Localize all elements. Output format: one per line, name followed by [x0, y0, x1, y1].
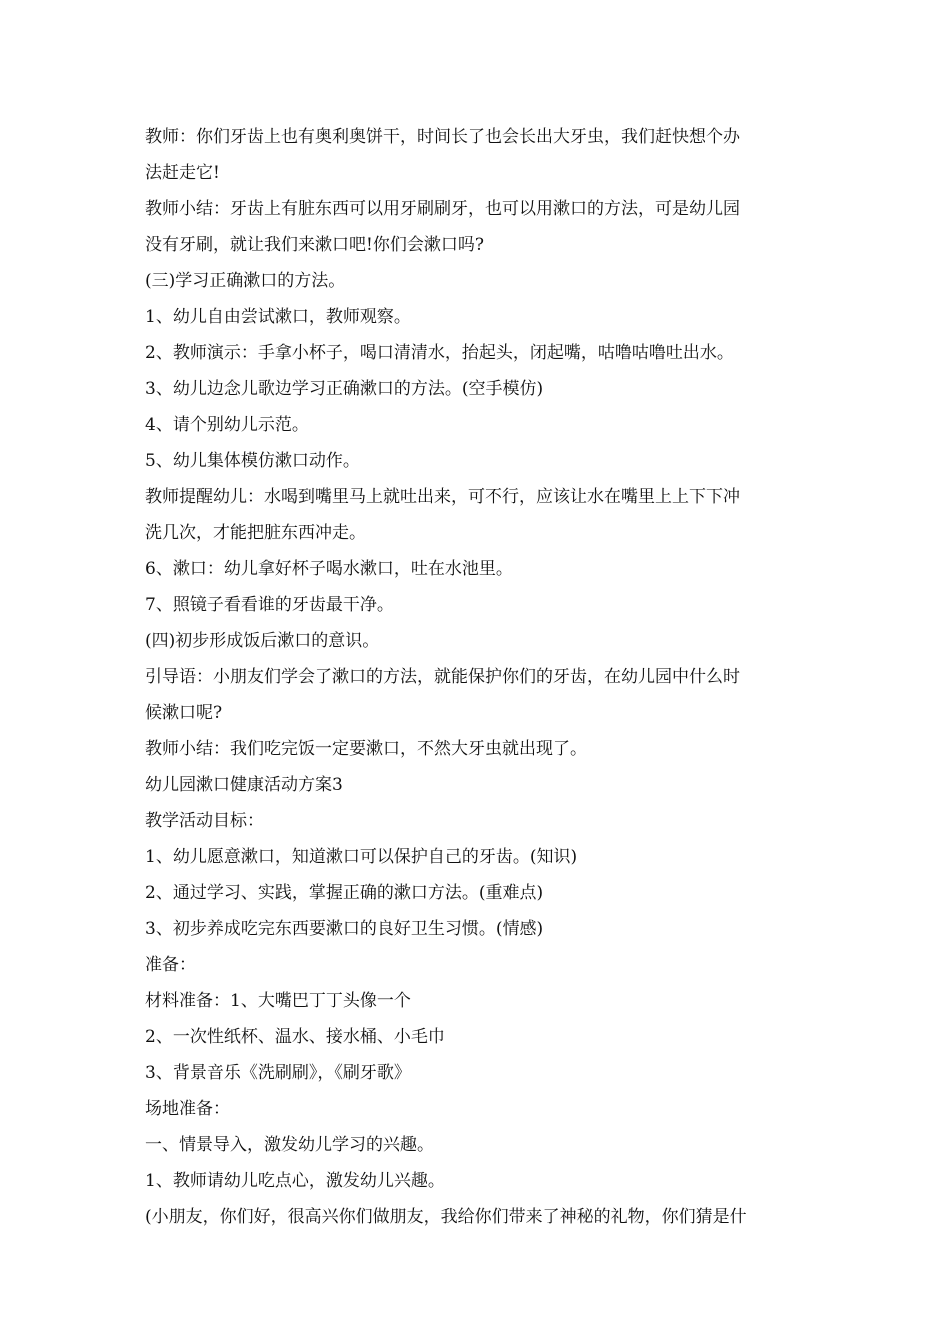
text-line: 6、漱口：幼儿拿好杯子喝水漱口，吐在水池里。: [145, 559, 513, 579]
text-line: 3、背景音乐《洗刷刷》，《刷牙歌》: [145, 1063, 411, 1083]
text-line: 7、照镜子看看谁的牙齿最干净。: [145, 595, 394, 615]
text-line: 教师：你们牙齿上也有奥利奥饼干，时间长了也会长出大牙虫，我们赶快想个办: [145, 127, 740, 147]
text-line: (三)学习正确漱口的方法。: [145, 271, 346, 291]
text-line: 场地准备：: [145, 1099, 230, 1119]
text-line: (四)初步形成饭后漱口的意识。: [145, 631, 380, 651]
text-line: 教师小结：我们吃完饭一定要漱口，不然大牙虫就出现了。: [145, 739, 587, 759]
text-line: 一、情景导入，激发幼儿学习的兴趣。: [145, 1135, 434, 1155]
text-line: 教师小结：牙齿上有脏东西可以用牙刷刷牙，也可以用漱口的方法，可是幼儿园: [145, 199, 740, 219]
text-line: 引导语：小朋友们学会了漱口的方法，就能保护你们的牙齿，在幼儿园中什么时: [145, 667, 740, 687]
text-line: 1、教师请幼儿吃点心，激发幼儿兴趣。: [145, 1171, 445, 1191]
text-line: 1、幼儿自由尝试漱口，教师观察。: [145, 307, 411, 327]
text-line: 2、一次性纸杯、温水、接水桶、小毛巾: [145, 1027, 445, 1047]
section-heading: 幼儿园漱口健康活动方案3: [145, 775, 343, 795]
text-line: 1、幼儿愿意漱口，知道漱口可以保护自己的牙齿。(知识): [145, 847, 578, 867]
text-line: 准备：: [145, 955, 196, 975]
text-line: 候漱口呢?: [145, 703, 223, 723]
text-line: (小朋友，你们好，很高兴你们做朋友，我给你们带来了神秘的礼物，你们猜是什: [145, 1207, 747, 1227]
text-line: 材料准备：1、大嘴巴丁丁头像一个: [145, 991, 411, 1011]
text-line: 教学活动目标：: [145, 811, 264, 831]
document-body: [145, 119, 810, 1235]
text-line: 4、请个别幼儿示范。: [145, 415, 309, 435]
text-line: 法赶走它!: [145, 163, 220, 183]
text-line: 教师提醒幼儿：水喝到嘴里马上就吐出来，可不行，应该让水在嘴里上上下下冲: [145, 487, 740, 507]
text-line: 3、幼儿边念儿歌边学习正确漱口的方法。(空手模仿): [145, 379, 544, 399]
text-line: 3、初步养成吃完东西要漱口的良好卫生习惯。(情感): [145, 919, 544, 939]
text-line: 2、通过学习、实践，掌握正确的漱口方法。(重难点): [145, 883, 544, 903]
text-line: 没有牙刷，就让我们来漱口吧!你们会漱口吗?: [145, 235, 484, 255]
text-line: 2、教师演示：手拿小杯子，喝口清清水，抬起头，闭起嘴，咕噜咕噜吐出水。: [145, 343, 734, 363]
text-line: 洗几次，才能把脏东西冲走。: [145, 523, 366, 543]
text-line: 5、幼儿集体模仿漱口动作。: [145, 451, 360, 471]
